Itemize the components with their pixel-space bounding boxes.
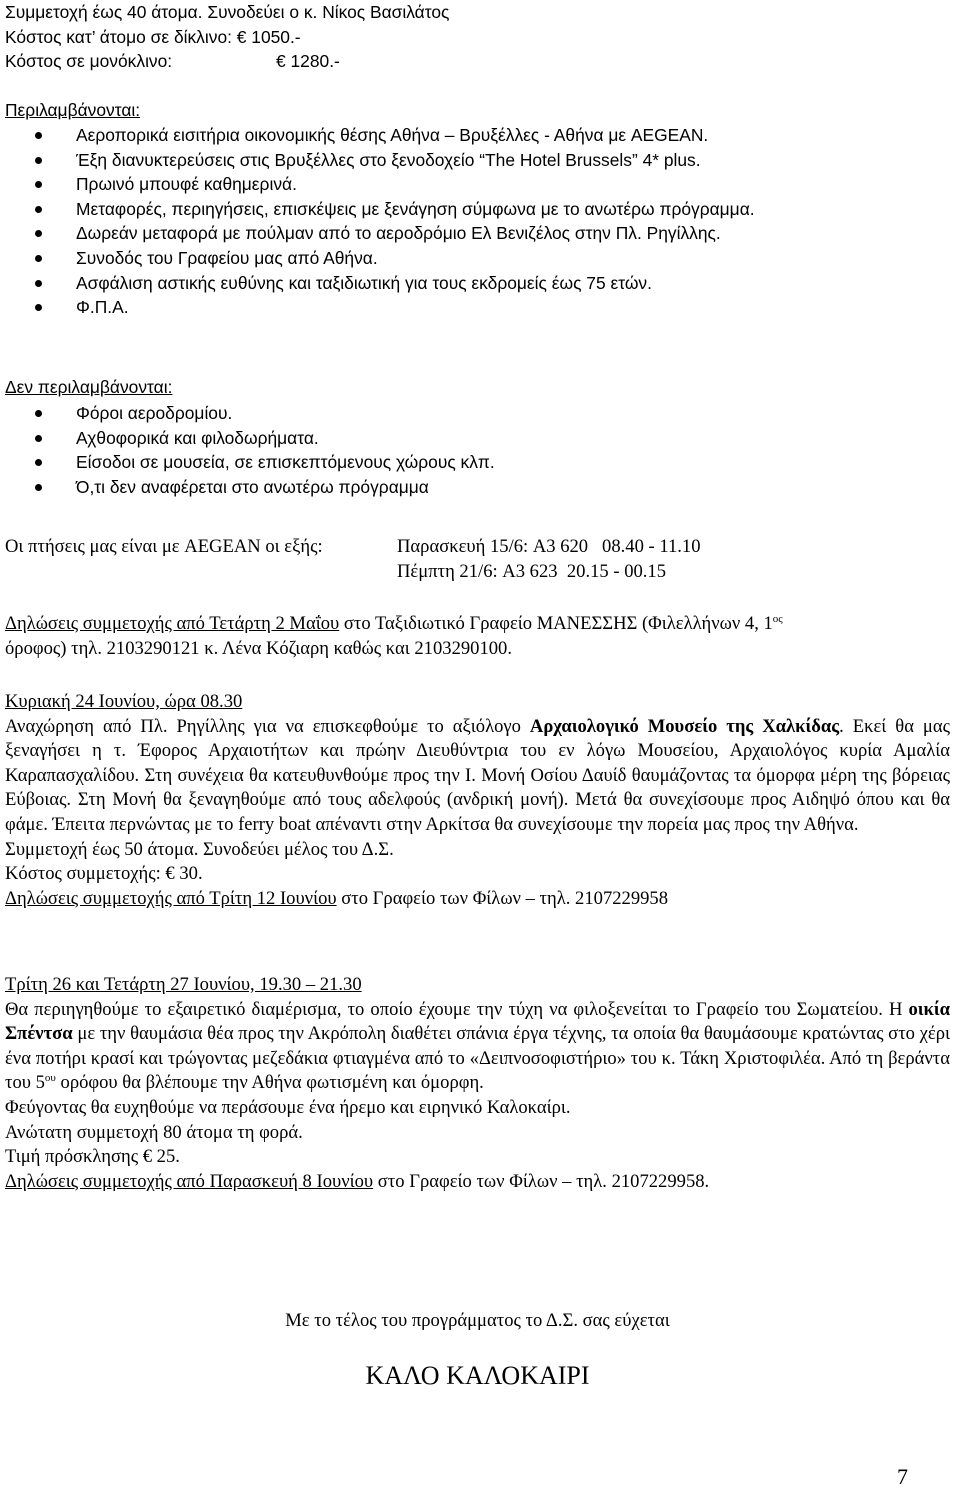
declarations-brussels — [5, 612, 950, 661]
list-item: Αχθοφορικά και φιλοδωρήματα. — [5, 426, 950, 451]
declarations-date: Δηλώσεις συμμετοχής από Τετάρτη 2 Μαΐου — [5, 613, 340, 634]
list-item: Ασφάλιση αστικής ευθύνης και ταξιδιωτική για τους εκδρομείς έως 75 ετών. — [5, 271, 950, 296]
closing-line: Με το τέλος του προγράμματος το Δ.Σ. σας εύχεται — [285, 1310, 670, 1331]
single-room-price: € 1280.- — [276, 51, 340, 72]
flights-intro: Οι πτήσεις μας είναι με AEGEAN οι εξής: — [5, 536, 323, 557]
spentza-max: Ανώτατη συμμετοχή 80 άτομα τη φορά. — [5, 1121, 303, 1143]
excluded-list — [5, 401, 950, 499]
bullet-icon — [35, 410, 42, 417]
flight-return: Πέμπτη 21/6: A3 623 20.15 - 00.15 — [397, 560, 667, 582]
bullet-icon — [35, 230, 42, 237]
flight-outbound: Παρασκευή 15/6: A3 620 08.40 - 11.10 — [397, 536, 701, 557]
participation-line: Συμμετοχή έως 40 άτομα. Συνοδεύει ο κ. Νίκος Βασιλάτος — [5, 2, 450, 22]
evia-trip — [5, 690, 950, 911]
list-item: Δωρεάν μεταφορά με πούλμαν από το αεροδρόμιο Ελ Βενιζέλος στην Πλ. Ρηγίλλης. — [5, 221, 950, 246]
single-room-cost — [5, 49, 950, 74]
ordinal-sup: ου — [44, 1072, 56, 1085]
ordinal-sup: ος — [772, 612, 783, 625]
bullet-icon — [35, 181, 42, 188]
evia-cost: Κόστος συμμετοχής: € 30. — [5, 863, 203, 885]
spentza-visit — [5, 973, 950, 1194]
bullet-icon — [35, 132, 42, 139]
list-item: Ό,τι δεν αναφέρεται στο ανωτέρω πρόγραμμα — [5, 475, 950, 500]
list-item: Είσοδοι σε μουσεία, σε επισκεπτόμενους χώρους κλπ. — [5, 450, 950, 475]
bullet-icon — [35, 280, 42, 287]
declarations-office: στο Ταξιδιωτικό Γραφείο ΜΑΝΕΣΣΗΣ (Φιλελλήνων 4, 1 — [339, 613, 773, 634]
bullet-icon — [35, 459, 42, 466]
single-room-label: Κόστος σε μονόκλινο: — [5, 51, 173, 72]
page-number: 7 — [897, 1464, 908, 1489]
spentza-price: Τιμή πρόσκλησης € 25. — [5, 1146, 180, 1168]
spentza-wish: Φεύγοντας θα ευχηθούμε να περάσουμε ένα ήρεμο και ειρηνικό Καλοκαίρι. — [5, 1096, 571, 1118]
bullet-icon — [35, 304, 42, 311]
bullet-icon — [35, 484, 42, 491]
declarations-phones: όροφος) τηλ. 2103290121 κ. Λένα Κόζιαρη καθώς και 2103290100. — [5, 637, 512, 659]
bullet-icon — [35, 206, 42, 213]
spentza-date: Τρίτη 26 και Τετάρτη 27 Ιουνίου, 19.30 – 21.30 — [5, 974, 362, 995]
museum-name: Αρχαιολογικό Μουσείο της Χαλκίδας — [529, 715, 840, 737]
list-item: Αεροπορικά εισιτήρια οικονομικής θέσης Αθήνα – Βρυξέλλες - Αθήνα με AEGEAN. — [5, 123, 950, 148]
spentza-declarations: Δηλώσεις συμμετοχής από Παρασκευή 8 Ιουνίου στο Γραφείο των Φίλων – τηλ. 2107229958. — [5, 1170, 710, 1192]
list-item: Πρωινό μπουφέ καθημερινά. — [5, 172, 950, 197]
list-item: Φ.Π.Α. — [5, 295, 950, 320]
evia-date: Κυριακή 24 Ιουνίου, ώρα 08.30 — [5, 691, 243, 712]
list-item: Έξη διανυκτερεύσεις στις Βρυξέλλες στο ξενοδοχείο “The Hotel Brussels” 4* plus. — [5, 148, 950, 173]
included-list — [5, 123, 950, 320]
house-name: οικία Σπέντσα — [5, 998, 950, 1045]
excluded-heading: Δεν περιλαμβάνονται: — [5, 377, 173, 397]
closing-greeting: ΚΑΛΟ ΚΑΛΟΚΑΙΡΙ — [365, 1361, 590, 1390]
bullet-icon — [35, 157, 42, 164]
list-item: Φόροι αεροδρομίου. — [5, 401, 950, 426]
bullet-icon — [35, 435, 42, 442]
evia-description: Αναχώρηση από Πλ. Ρηγίλλης για να επισκεφθούμε το αξιόλογο Αρχαιολογικό Μουσείο της Χαλκίδας. Εκεί θα μας ξεναγήσει η τ. Έφορος Αρχαιοτήτων και πρώην Διευθύντρια του εν λόγω Μουσείου, Αρχαιολόγος κυρία Αμαλία Καραπασχαλίδου. Στη συνέχεια θα κατευθυνθούμε προς την Ι. Μονή Οσίου Δαυίδ θαυμάζοντας τα όμορφα μέρη της βόρειας Εύβοιας. Στη Μονή θα ξεναγηθούμε από τους αδελφούς (ανδρική μονή). Μετά θα συνεχίσουμε προς Αιδηψό όπου και θα φάμε. Έπειτα περνώντας με το ferry boat απέναντι στην Αρκίτσα θα συνεχίσουμε την πορεία μας προς την Αθήνα. — [5, 715, 950, 835]
list-item: Μεταφορές, περιηγήσεις, επισκέψεις με ξενάγηση σύμφωνα με το ανωτέρω πρόγραμμα. — [5, 197, 950, 222]
evia-declarations: Δηλώσεις συμμετοχής από Τρίτη 12 Ιουνίου στο Γραφείο των Φίλων – τηλ. 2107229958 — [5, 887, 669, 909]
flight-line-1 — [5, 535, 950, 560]
double-room-cost: Κόστος κατ’ άτομο σε δίκλινο: € 1050.- — [5, 26, 301, 47]
bullet-icon — [35, 255, 42, 262]
included-heading: Περιλαμβάνονται: — [5, 100, 141, 120]
top-costs — [5, 0, 950, 74]
list-item: Συνοδός του Γραφείου μας από Αθήνα. — [5, 246, 950, 271]
flights — [5, 535, 950, 584]
spentza-description: Θα περιηγηθούμε το εξαιρετικό διαμέρισμα, το οποίο έχουμε την τύχη να φιλοξενείται το Γραφείο του Σωματείου. Η οικία Σπέντσα με την θαυμάσια θέα προς την Ακρόπολη διαθέτει σπάνια έργα τέχνης, τα οποία θα θαυμάσουμε κρατώντας στο χέρι ένα ποτήρι κρασί και τρώγοντας μεζεδάκια φτιαγμένα από το «Δειπνοσοφιστήριο» του κ. Τάκη Χριστοφιλέα. Από τη βεράντα του $5^{o\upsilon}$ ορόφου θα βλέπουμε την Αθήνα φωτισμένη και όμορφη. — [5, 998, 950, 1094]
evia-participation: Συμμετοχή έως 50 άτομα. Συνοδεύει μέλος του Δ.Σ. — [5, 838, 394, 860]
